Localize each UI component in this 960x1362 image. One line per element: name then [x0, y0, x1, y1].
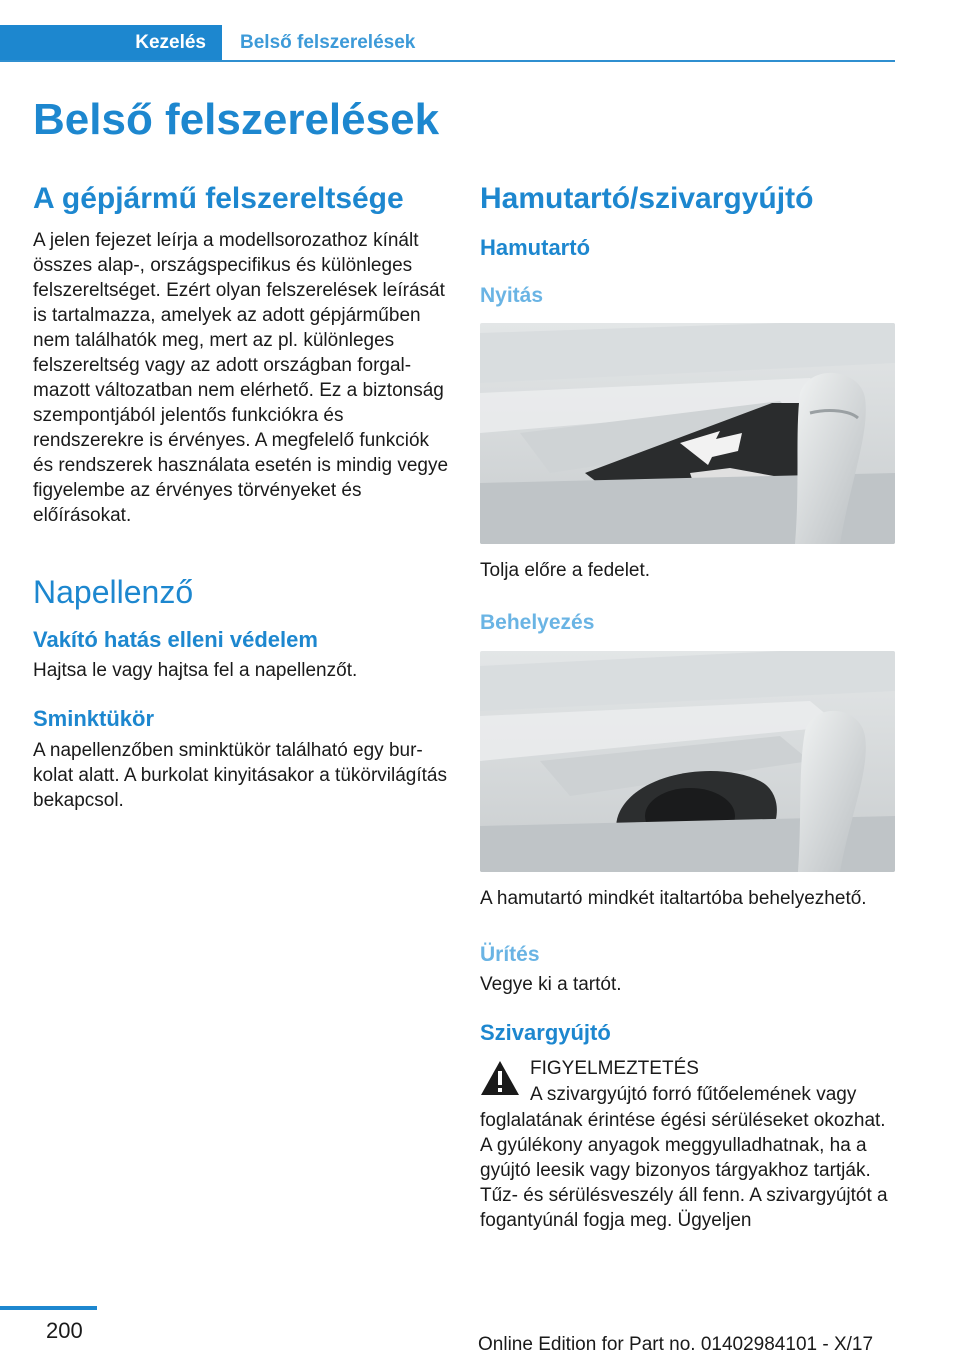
- warning-triangle-icon: [480, 1060, 520, 1096]
- paragraph-mirror: A napellenzőben sminktükör található egy burkolat alatt. A burkolat kinyitásakor a tükörvilágítás bekapcsol.: [33, 739, 447, 811]
- right-column: [480, 180, 898, 1233]
- tab-belso-felszerelesek[interactable]: Belső felszerelések: [240, 32, 416, 53]
- heading-insert: Behelyezés: [480, 611, 595, 635]
- paragraph-open: Tolja előre a fedelet.: [480, 560, 651, 582]
- page-number: 200: [46, 1318, 83, 1343]
- tab-kezeles[interactable]: Kezelés: [0, 25, 222, 61]
- heading-equipment: A gépjármű felszereltsége: [33, 182, 404, 215]
- heading-empty: Ürítés: [480, 942, 540, 966]
- page-title: Belső felszerelések: [33, 95, 440, 144]
- heading-cigarette-lighter: Szivargyújtó: [480, 1019, 611, 1045]
- warning-text-first-line: A szivargyújtó forró fűtőelemének vagy: [530, 1083, 857, 1105]
- paragraph-glare: Hajtsa le vagy hajtsa fel a napellenzőt.: [33, 660, 358, 682]
- ashtray-open-illustration: [480, 323, 895, 544]
- footer-rule: [0, 1306, 97, 1310]
- warning-title: FIGYELMEZTETÉS: [530, 1057, 699, 1079]
- warning-block: [480, 1056, 898, 1233]
- left-column: [33, 180, 451, 813]
- ashtray-insert-drawing: [480, 651, 895, 872]
- edition-note: Online Edition for Part no. 01402984101 - X/17: [478, 1334, 874, 1355]
- heading-ashtray: Hamutartó: [480, 234, 591, 260]
- paragraph-insert: A hamutartó mindkét italtartóba behelyezhető.: [480, 887, 867, 909]
- warning-text: foglalatának érintése égési sérüléseket okozhat. A gyúlékony anyagok meggyulladhatnak, ha a gyújtó leesik vagy bizonyos tárgyakhoz tartják. Tűz- és sérülésveszély áll fenn. A szivargyújtót a fogantyúnál fogja meg. Ügyeljen: [480, 1109, 888, 1231]
- header-rule: [0, 60, 895, 62]
- paragraph-equipment: A jelen fejezet leírja a modellsorozathoz kínált összes alap-, országspecifikus és különleges felszereltséget. Ezért olyan felszerelések leírását is tartalmazza, amelyek az adott gépjárműben nem találhatók meg, mert az pl. különleges felszereltség vagy az adott országban forgalmazott változatban nem elérhető. Ez a biztonság szempontjából jelentős funkciókra és rendszerekre is érvényes. A megfelelő funkciók és rendszerek használata esetén is mindig vegye figyelembe az érvényes törvényeket és előírásokat.: [33, 229, 449, 526]
- ashtray-open-drawing: [480, 323, 895, 544]
- ashtray-insert-illustration: [480, 651, 895, 872]
- heading-glare-protection: Vakító hatás elleni védelem: [33, 626, 318, 652]
- heading-vanity-mirror: Sminktükör: [33, 706, 155, 732]
- heading-open: Nyitás: [480, 284, 544, 308]
- heading-sunvisor: Napellenző: [33, 573, 194, 610]
- heading-ashtray-lighter: Hamutartó/szivargyújtó: [480, 182, 814, 215]
- paragraph-empty: Vegye ki a tartót.: [480, 973, 622, 995]
